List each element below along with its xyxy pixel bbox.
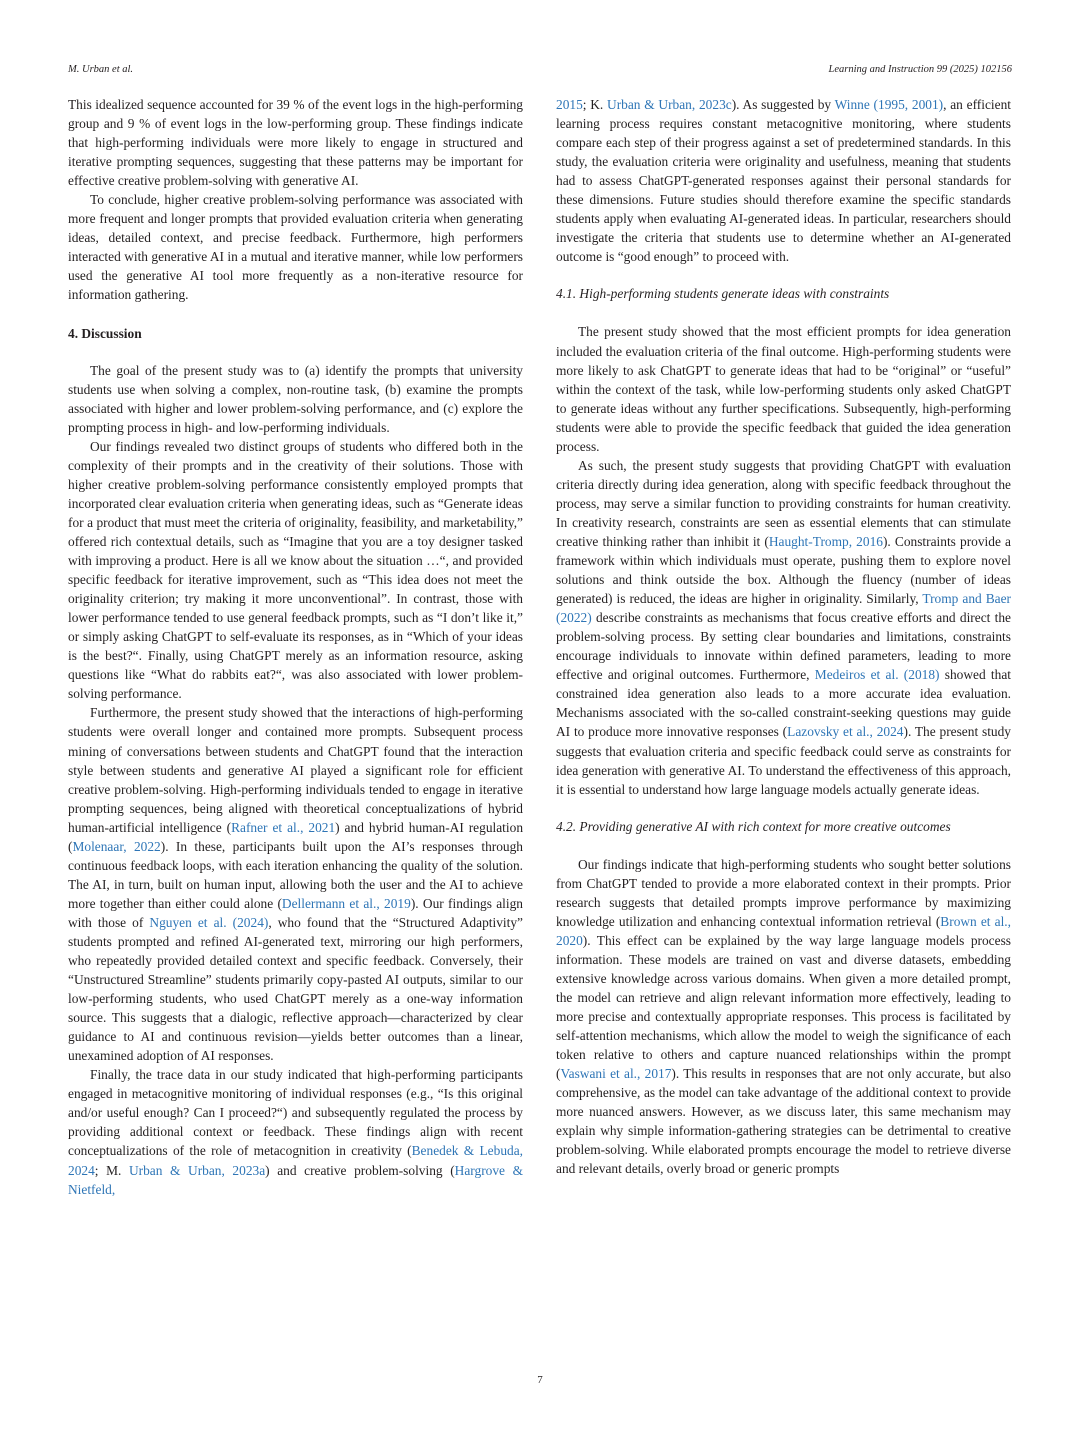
paragraph: Our findings revealed two distinct groups of students who differed both in the complexity of their prompts and in the creativity of their solutions. Those with higher creative problem-solving performance consistently employed prompts that incorporated clear evaluation criteria when generating ideas, such as “Generate ideas for a product that must meet the criteria of originality, feasibility, and marketability,” offered rich contextual details, such as “Imagine that you are a toy designer tasked with improving a product. Here is all we know about the situation …“, and provided specific feedback for iterative improvement, such as “This idea does not meet the originality criterion; try making it more unconventional”. In contrast, those with lower performance tended to use general feedback prompts, such as “I don’t like it,” or simply asking ChatGPT to self-evaluate its responses, as in “Which of your ideas is the best?“. Finally, using ChatGPT merely as an information resource, asking questions like “What do rabbits eat?“, was also associated with lower problem-solving performance.: [68, 438, 523, 702]
citation-link[interactable]: Medeiros et al. (2018): [814, 667, 940, 683]
text-span: ). The present study suggests that evaluation criteria and specific feedback could serve as constraints for idea generation with generative AI. To understand the effectiveness of this approach, it is essential to understand how large language models actually generate ideas.: [556, 724, 1012, 797]
text-span: , an efficient learning process requires constant metacognitive monitoring, where students compare each step of their progress against a set of predetermined standards. In this study, the evaluation criteria were originality and usefulness, meaning that students had to assess ChatGPT-generated responses against their personal standards for these dimensions. Future studies should therefore examine the specific standards students apply when evaluating AI-generated ideas. In particular, researchers should investigate the criteria that students use to determine whether an AI-generated outcome is “good enough” to proceed with.: [556, 97, 1011, 265]
text-span: Our findings indicate that high-performing students who sought better solutions from ChatGPT tended to provide a more elaborated context in their prompts. Prior research suggests that detailed prompts improve performance by maximizing knowledge utilization and enhancing contextual information retrieval (: [556, 856, 1011, 929]
page-number: 7: [537, 1374, 543, 1386]
citation-link[interactable]: Dellermann et al., 2019: [281, 895, 411, 911]
text-span: describe constraints as mechanisms that focus creative efforts and direct the problem-solving process. By setting clear boundaries and limitations, constraints encourage individuals to innovate within defined parameters, leading to more effective and original outcomes. Furthermore,: [556, 610, 1011, 683]
running-header: [68, 64, 1012, 80]
paragraph: [556, 855, 1011, 1179]
citation-link[interactable]: Urban & Urban, 2023a: [128, 1162, 266, 1178]
citation-link[interactable]: Brown et al., 2020: [556, 913, 1012, 948]
paragraph: [68, 1065, 523, 1198]
paragraph: To conclude, higher creative problem-solving performance was associated with more frequent and longer prompts that provided evaluation criteria when generating ideas, detailed context, and precise feedback. Furthermore, high performers interacted with generative AI in a mutual and iterative manner, while low performers used the generative AI tool more frequently as a non-iterative resource for information gathering.: [68, 192, 523, 303]
paragraph: This idealized sequence accounted for 39 % of the event logs in the high-performing group and 9 % of event logs in the low-performing group. These findings indicate that high-performing individuals were more likely to engage in structured and iterative prompting sequences, suggesting that these patterns may be important for effective creative problem-solving with generative AI.: [68, 97, 523, 189]
header-authors: M. Urban et al.: [68, 64, 134, 75]
header-journal: Learning and Instruction 99 (2025) 102156: [828, 64, 1012, 75]
citation-link[interactable]: Lazovsky et al., 2024: [787, 724, 904, 740]
text-span: ) and creative problem-solving (: [265, 1162, 455, 1178]
subsection-title-constraints: 4.1. High-performing students generate ideas with constraints: [556, 286, 890, 302]
citation-link[interactable]: Nguyen et al. (2024): [149, 914, 269, 930]
text-span: ). As suggested by: [731, 97, 835, 112]
paragraph: [556, 95, 1011, 266]
text-span: ; K.: [582, 97, 608, 112]
citation-link[interactable]: Vaswani et al., 2017: [560, 1066, 672, 1082]
citation-link[interactable]: Rafner et al., 2021: [231, 819, 336, 835]
text-span: ). Constraints provide a framework within which individuals must operate, pushing them to explore novel solutions and think outside the box. Although the fluency (number of ideas generated) is reduced, the ideas are higher in originality. Similarly,: [556, 533, 1011, 607]
text-span: ). In these, participants built upon the AI’s responses through continuous feedback loops, with each iteration enhancing the quality of the solution. The AI, in turn, built on human input, allowing both the user and the AI to achieve more together than either could alone (: [68, 838, 524, 911]
paragraph: [68, 703, 523, 1065]
left-column: [68, 95, 523, 1199]
paragraph: [556, 456, 1011, 799]
citation-link[interactable]: Haught-Tromp, 2016: [768, 533, 883, 549]
citation-link[interactable]: Winne (1995, 2001): [834, 97, 944, 112]
text-span: ; M.: [94, 1162, 129, 1178]
paragraph: The present study showed that the most efficient prompts for idea generation included the evaluation criteria of the final outcome. High-performing students were more likely to ask ChatGPT to generate ideas that had to be “original” or “useful” within the context of the task, while low-performing students only asked ChatGPT to generate ideas without any further specifications. Subsequently, high-performing students were able to provide the specific feedback that guided the idea generation process.: [556, 324, 1011, 454]
text-span: ). This results in responses that are not only accurate, but also comprehensive, as the model can take advantage of the additional context to provide more nuanced answers. However, as we discuss later, this same mechanism may explain why simple information-gathering strategies can be detrimental to creative problem-solving. While elaborated prompts encourage the model to retrieve diverse and relevant details, overly broad or generic prompts: [556, 1066, 1012, 1177]
text-span: , who found that the “Structured Adaptivity” students prompted and refined AI-generated text, mirroring our high performers, who repeatedly provided detailed context and specific feedback. Conversely, their “Unstructured Streamline” students primarily copy-pasted AI outputs, similar to our low-performing students, who used ChatGPT merely as a one-way information source. This suggests that a dialogic, reflective approach—characterized by clear guidance to AI and continuous revision—yields better outcomes than a linear, unexamined adoption of AI responses.: [68, 914, 523, 1064]
text-span: ). This effect can be explained by the way large language models process information. These models are trained on vast and diverse datasets, embedding extensive knowledge across various domains. When given a more detailed prompt, the model can retrieve and align relevant information more effectively, leading to more precise and contextually appropriate responses. This process is facilitated by self-attention mechanisms, which allow the model to weigh the significance of each token relative to others and capture nuanced relationships within the prompt (: [556, 932, 1011, 1082]
citation-link[interactable]: Urban & Urban, 2023c: [607, 97, 732, 112]
section-title-discussion: 4. Discussion: [68, 325, 142, 341]
text-span: As such, the present study suggests that providing ChatGPT with evaluation criteria directly during idea generation, along with specific feedback throughout the process, may serve a similar function to providing constraints for human creativity. In creativity research, constraints are seen as essential elements that can stimulate creative thinking rather than inhibit it (: [556, 457, 1011, 549]
citation-link[interactable]: Molenaar, 2022: [72, 838, 161, 854]
citation-link[interactable]: Benedek & Lebuda, 2024: [68, 1143, 523, 1178]
text-span: Finally, the trace data in our study indicated that high-performing participants engaged in metacognitive monitoring of individual responses (e.g., “Is this original and/or useful enough? Can I proceed?“) and subsequently regulated the process by providing additional context or feedback. These findings align with recent conceptualizations of the role of metacognition in creativity (: [68, 1067, 523, 1159]
text-span: ). Our findings align with those of: [68, 895, 523, 930]
citation-link[interactable]: Tromp and Baer (2022): [556, 591, 1011, 626]
text-span: ) and hybrid human-AI regulation (: [68, 819, 524, 854]
citation-link[interactable]: 2015: [556, 97, 583, 112]
subsection-title-rich-context: 4.2. Providing generative AI with rich context for more creative outcomes: [556, 818, 951, 834]
paragraph: The goal of the present study was to (a) identify the prompts that university students use when solving a complex, non-routine task, (b) examine the prompts associated with higher and lower problem-solving performance, and (c) explore the prompting process in high- and low-performing individuals.: [68, 362, 523, 435]
text-span: showed that constrained idea generation also leads to a more accurate idea evaluation. Mechanisms associated with the so-called constraint-seeking questions may guide AI to produce more innovative responses (: [556, 667, 1011, 740]
citation-link[interactable]: Hargrove & Nietfeld,: [68, 1162, 523, 1197]
right-column: [556, 95, 1011, 1178]
text-span: Furthermore, the present study showed that the interactions of high-performing students were overall longer and contained more prompts. Subsequent process mining of conversations between students and ChatGPT found that the interaction style between students and generative AI played a significant role for efficient creative problem-solving. High-performing individuals tended to engage in iterative prompting sequences, being aligned with theoretical conceptualizations of hybrid human-artificial intelligence (: [68, 705, 523, 835]
